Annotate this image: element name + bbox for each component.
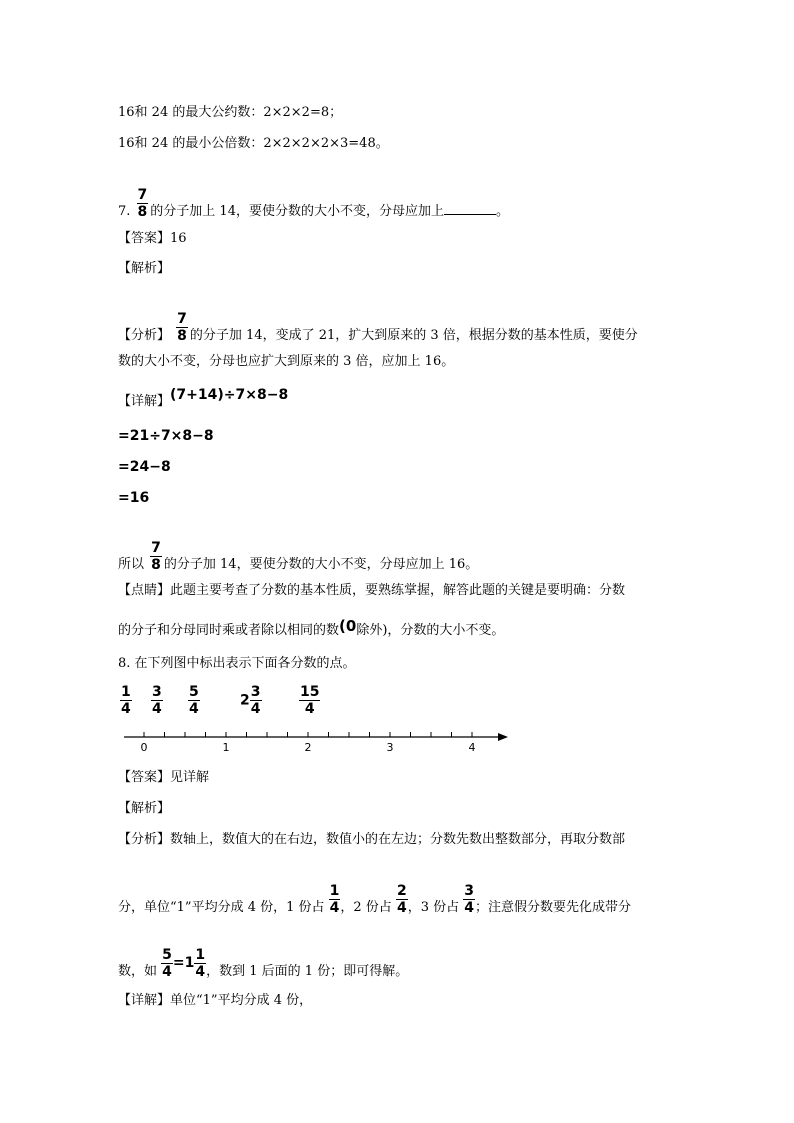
number-line-arrow — [498, 733, 508, 741]
text-a: 分，单位“1”平均分成 4 份，1 份占 — [118, 900, 325, 915]
denominator: 4 — [152, 701, 162, 717]
denominator: 4 — [250, 701, 261, 717]
fraction-1-4 — [194, 947, 206, 980]
numerator: 5 — [189, 684, 199, 700]
analysis-8-tag: 【解析】 — [118, 801, 171, 816]
question-7 — [118, 187, 509, 228]
denominator: 4 — [396, 900, 407, 916]
text-b: ，2 份占 — [340, 900, 392, 915]
fraction-5-4 — [161, 947, 173, 980]
text-d: ；注意假分数要先化成带分 — [475, 900, 632, 915]
numerator: 3 — [464, 883, 474, 899]
fraction-3-4 — [151, 684, 163, 717]
dianjing-text-a: 的分子和分母同时乘或者除以相同的数 — [118, 623, 340, 638]
number-line-label: 1 — [222, 741, 230, 754]
denominator: 4 — [162, 964, 172, 980]
text-a: 数，如 — [118, 964, 158, 979]
number-line-label: 3 — [386, 741, 394, 754]
numerator: 2 — [396, 883, 407, 899]
denominator: 4 — [121, 701, 131, 717]
analysis-line-1 — [118, 311, 638, 352]
numerator: 7 — [137, 187, 148, 203]
fraction-7-8 — [150, 540, 162, 573]
fraction-15-4 — [299, 684, 320, 717]
fraction-1-4 — [329, 883, 341, 916]
analysis-tag: 【解析】 — [118, 261, 171, 276]
numerator: 1 — [329, 883, 340, 899]
analysis-text: 的分子加 14，变成了 21，扩大到原来的 3 倍，根据分数的基本性质，要使分 — [189, 328, 638, 343]
analysis-prefix: 【分析】 — [118, 328, 171, 343]
analysis-8-line-3 — [118, 947, 409, 988]
denominator: 4 — [329, 900, 340, 916]
fraction-2-4 — [396, 883, 408, 916]
denominator: 4 — [189, 701, 199, 717]
denominator: 4 — [195, 964, 206, 980]
denominator: 8 — [137, 204, 148, 220]
calc-step-1: =21÷7×8−8 — [118, 428, 214, 444]
analysis-8-line-1: 【分析】数轴上，数值大的在右边，数值小的在左边；分数先数出整数部分，再取分数部 — [118, 832, 626, 847]
text-b: ，数到 1 后面的 1 份；即可得解。 — [206, 964, 409, 979]
equals-one: =1 — [172, 955, 195, 971]
number-line — [118, 725, 518, 757]
numerator: 3 — [250, 684, 261, 700]
conclusion-line — [118, 540, 479, 581]
calc-expression: (7+14)÷7×8−8 — [170, 387, 289, 403]
denominator: 8 — [151, 557, 161, 573]
question-text: 的分子加上 14，要使分数的大小不变，分母应加上 — [150, 204, 444, 219]
numerator: 7 — [151, 540, 161, 556]
mixed-whole: 2 — [240, 692, 250, 709]
numerator: 15 — [300, 684, 320, 700]
zero-value: 0 — [345, 617, 357, 635]
conclusion-text: 的分子加 14，要使分数的大小不变，分母应加上 16。 — [163, 557, 479, 572]
paren-open: ( — [339, 617, 346, 635]
numerator: 5 — [162, 947, 172, 963]
denominator: 4 — [464, 900, 474, 916]
dianjing-line-2 — [118, 617, 505, 640]
fraction-7-8 — [137, 187, 149, 220]
fraction-7-8 — [176, 311, 188, 344]
fraction-1-4 — [120, 684, 132, 717]
answer-7: 【答案】16 — [118, 231, 187, 246]
numerator: 1 — [121, 684, 131, 700]
calc-step-3: =16 — [118, 490, 150, 506]
numerator: 3 — [152, 684, 162, 700]
calc-step-2: =24−8 — [118, 459, 171, 475]
mixed-fraction — [250, 684, 262, 717]
denominator: 4 — [304, 701, 315, 717]
analysis-line-2: 数的大小不变，分母也应扩大到原来的 3 倍，应加上 16。 — [118, 354, 455, 369]
dianjing-text-b: 除外)，分数的大小不变。 — [356, 623, 505, 638]
analysis-8-line-2 — [118, 883, 632, 924]
number-line-label: 0 — [140, 741, 148, 754]
text-c: ，3 份占 — [407, 900, 460, 915]
answer-8: 【答案】见详解 — [118, 770, 210, 785]
detail-tag: 【详解】 — [118, 394, 171, 409]
fraction-5-4 — [188, 684, 200, 717]
period: 。 — [495, 204, 509, 219]
mixed-number-2-3-4 — [240, 684, 262, 717]
answer-blank — [444, 202, 496, 215]
conclusion-prefix: 所以 — [118, 557, 145, 572]
question-8: 8. 在下列图中标出表示下面各分数的点。 — [118, 656, 356, 671]
numerator: 1 — [195, 947, 206, 963]
number-line-label: 4 — [468, 741, 476, 754]
fraction-3-4 — [463, 883, 475, 916]
dianjing-line-1: 【点睛】此题主要考查了分数的基本性质，要熟练掌握，解答此题的关键是要明确：分数 — [118, 583, 626, 598]
gcd-line: 16和 24 的最大公约数：2×2×2=8； — [118, 105, 343, 120]
number-line-label: 2 — [304, 741, 312, 754]
denominator: 8 — [177, 328, 187, 344]
lcm-line: 16和 24 的最小公倍数：2×2×2×2×3=48。 — [118, 136, 389, 151]
detail-8-line: 【详解】单位“1”平均分成 4 份， — [118, 993, 313, 1008]
numerator: 7 — [177, 311, 187, 327]
question-number: 7. — [118, 204, 131, 219]
detail-line-0 — [118, 387, 289, 411]
